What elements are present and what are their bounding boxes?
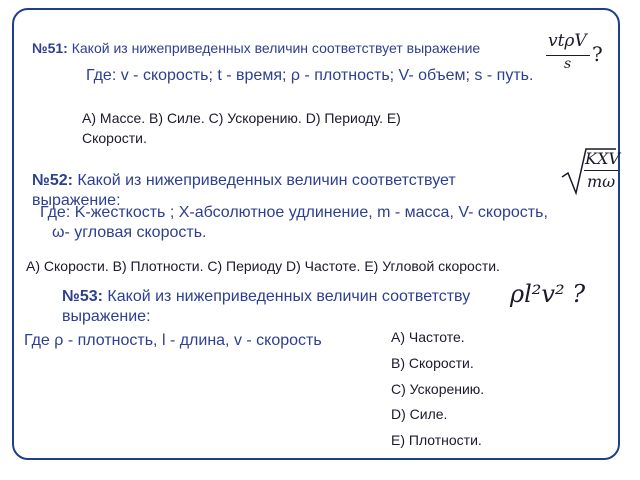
answers-52: A) Скорости. B) Плотности. C) Периоду D) Частоте. E) Угловой скорости.	[26, 258, 500, 274]
question-text: Какой из нижеприведенных величин соответствует выражение	[71, 40, 481, 56]
answers-51-line2: Скорости.	[82, 130, 147, 146]
where-51: Где: v - скорость; t - время; ρ - плотность; V- объем; s - путь.	[86, 67, 534, 84]
formula-51-denominator: s	[564, 56, 572, 72]
answer-53-c: C) Ускорению.	[391, 381, 485, 397]
formula-52-denominator: mω	[587, 172, 616, 191]
question-53-line2: выражение:	[62, 308, 151, 325]
formula-52-fraction-line	[584, 170, 618, 171]
formula-51-question-mark: ?	[592, 42, 603, 66]
formula-53: ρl²v² ?	[510, 280, 586, 308]
question-text: Какой из нижеприведенных величин соответствует	[77, 172, 456, 189]
question-53	[62, 287, 470, 306]
question-52-line2: выражение:	[32, 192, 121, 209]
answers-51-line1: A) Массе. B) Силе. C) Ускорению. D) Периоду. E)	[82, 110, 401, 126]
answer-53-a: A) Частоте.	[391, 329, 465, 345]
where-52-line2: ω- угловая скорость.	[52, 224, 207, 241]
where-52-line1: Где: K-жесткость ; X-абсолютное удлинение, m - масса, V- скорость,	[40, 204, 548, 221]
question-number: №53:	[62, 288, 103, 305]
question-number: №51:	[32, 40, 68, 56]
formula-51-numerator: vtρV	[548, 31, 587, 51]
formula-52-numerator: KXV	[585, 149, 620, 168]
answer-53-d: D) Силе.	[391, 406, 448, 422]
question-52	[32, 171, 456, 190]
answer-53-e: E) Плотности.	[391, 432, 482, 448]
question-text: Какой из нижеприведенных величин соответству	[107, 288, 471, 305]
question-51	[32, 40, 480, 57]
answer-53-b: B) Скорости.	[391, 355, 474, 371]
where-53: Где ρ - плотность, l - длина, v - скорость	[24, 332, 322, 349]
question-number: №52:	[32, 172, 73, 189]
